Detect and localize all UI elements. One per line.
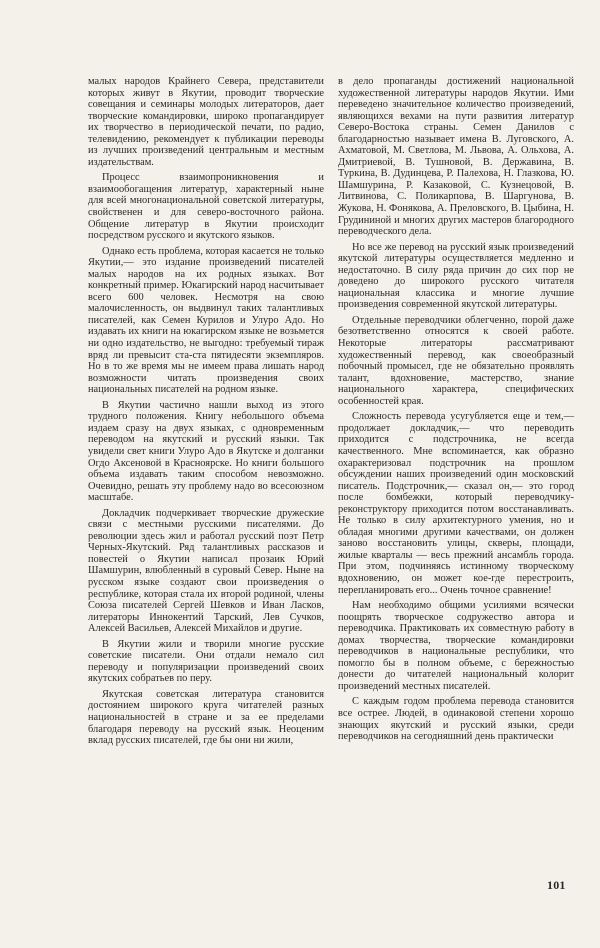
paragraph: Якутская советская литература становится достоянием широкого круга читателей разных национальностей в стране и за ее пределами благодаря переводу на русский язык. Неоценим вклад русских писателей, где бы они ни жили, (88, 688, 324, 747)
paragraph: в дело пропаганды достижений национальной художественной литературы народов Якутии. Ими переведено значительное количество произведений, являющихся вехами на пути развития литератур Северо-Востока страны. Семен Данилов с благодарностью называет имена В. Луговского, А. Ахматовой, М. Светлова, М. Львова, А. Ольхова, А. Дмитриевой, В. Тушновой, В. Державина, В. Туркина, В. Дудинцева, Р. Палехова, Н. Глазкова, Ю. Шамшурина, Р. Казаковой, С. Кузнецовой, В. Литвинова, С. Поликарпова, В. Шаргунова, В. Жукова, Н. Фонякова, А. Преловского, В. Цыбина, Н. Грудининой и многих других мастеров благородного переводческого дела. (338, 76, 574, 238)
paragraph: Докладчик подчеркивает творческие дружеские связи с местными русскими писателями. До революции здесь жил и работал русский поэт Петр Черных-Якутский. Ряд талантливых рассказов и повестей о Якутии написал прозаик Юрий Шамшурин, влюбленный в суровый Север. Ныне на русском языке создают свои произведения о республике, которая стала их второй родиной, члены Союза писателей Сергей Шевков и Иван Ласков, литераторы Иннокентий Тарский, Лев Сучков, Алексей Васильев, Алексей Михайлов и другие. (88, 507, 324, 635)
paragraph: В Якутии частично нашли выход из этого трудного положения. Книгу небольшого объема издаем сразу на двух языках, с одновременным переводом на якутский и русский языки. Так увидели свет книги Улуро Адо в Якутске и долганки Огдо Аксеновой в Красноярске. Но книги большого объема издавать таким способом невозможно. Очевидно, решать эту проблему надо во всесоюзном масштабе. (88, 399, 324, 504)
paragraph: Процесс взаимопроникновения и взаимообогащения литератур, характерный ныне для всей многонациональной советской литературы, свойственен и для северо-восточного района. Общение литератур в Якутии происходит посредством русского и якутского языков. (88, 172, 324, 242)
page-number: 101 (547, 878, 566, 892)
paragraph: С каждым годом проблема перевода становится все острее. Людей, в одинаковой степени хорошо знающих якутский и русский языки, среди переводчиков на сегодняшний день практически (338, 696, 574, 743)
paragraph: Сложность перевода усугубляется еще и тем,— продолжает докладчик,— что переводить приходится с подстрочника, не всегда качественного. Мне вспоминается, как образно охарактеризовал подстрочник на прошлом обсуждении наших произведений один московский писатель. Подстрочник,— сказал он,— это город после бомбежки, который переводчику-реконструктору приходится потом восстанавливать. Не только в силу архитектурного умения, но и обладая многими другими качествами, он должен заново восстановить улицы, скверы, площади, жилые кварталы — весь прежний ансамбль города. При этом, подчиняясь истинному творческому вдохновению, он может кое-где перестроить, перепланировать его... Очень точное сравнение! (338, 411, 574, 596)
paragraph: Отдельные переводчики облегченно, порой даже безответственно относятся к своей работе. Некоторые литераторы рассматривают художественный перевод, как своеобразный побочный промысел, где не обязательно проявлять талант, вдохновение, мастерство, знание национального характера, специфических особенностей края. (338, 314, 574, 407)
left-text-column (88, 76, 324, 751)
paragraph: Однако есть проблема, которая касается не только Якутии,— это издание произведений писателей малых народов на их родных языках. Вот конкретный пример. Юкагирский народ насчитывает всего 600 человек. Несмотря на свою малочисленность, он выдвинул таких талантливых писателей, как Семен Курилов и Улуро Адо. Но издавать их книги на юкагирском языке не возьмется ни одно издательство, не выгодно: требуемый тираж вряд ли превысит ста-ста пятидесяти экземпляров. Но в то же время мы не имеем права лишать народ возможности читать произведения своих национальных писателей на родном языке. (88, 245, 324, 396)
paragraph: Нам необходимо общими усилиями всячески поощрять творческое содружество автора и переводчика. Практиковать их совместную работу в домах творчества, творческие командировки переводчиков в национальные республики, что помогло бы в полном объеме, с бережностью донести до читателей национальный колорит произведений местных писателей. (338, 600, 574, 692)
paragraph: малых народов Крайнего Севера, представители которых живут в Якутии, проводит творческие совещания и семинары молодых литераторов, дает творческие командировки, широко пропагандирует их творчество в периодической печати, по радио, телевидению, рекомендует к публикации переводы из лучших произведений центральным и местным издательствам. (88, 76, 324, 168)
right-text-column (338, 76, 574, 747)
paragraph: Но все же перевод на русский язык произведений якутской литературы осуществляется медленно и недостаточно. В силу ряда причин до сих пор не доведено до широкого русского читателя национальная классика и многие лучшие произведения современной якутской литературы. (338, 241, 574, 311)
paragraph: В Якутии жили и творили многие русские советские писатели. Они отдали немало сил переводу и популяризации произведений своих якутских собратьев по перу. (88, 638, 324, 685)
